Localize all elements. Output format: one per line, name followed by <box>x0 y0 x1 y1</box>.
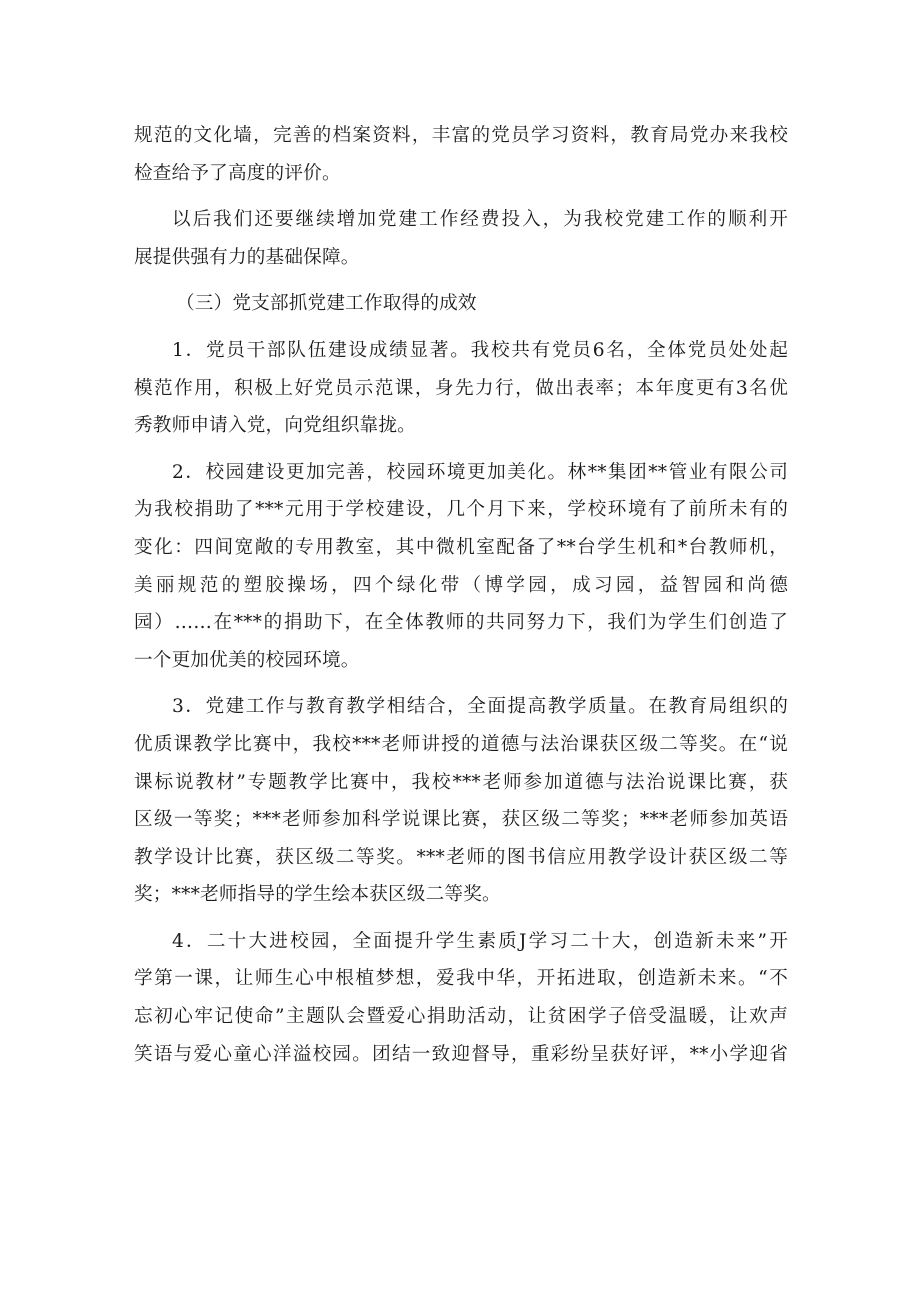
section-heading-text: （三）党支部抓党建工作取得的成效 <box>176 293 477 315</box>
paragraph-item-3 <box>134 688 788 914</box>
document-body <box>134 117 788 1073</box>
text-line: 一个更加优美的校园环境。 <box>134 649 360 671</box>
text-line: 笑语与爱心童心洋溢校园。团结一致迎督导，重彩纷呈获好评，**小学迎省 <box>134 1043 788 1065</box>
text-line: 展提供强有力的基础保障。 <box>134 246 360 268</box>
text-line: 以后我们还要继续增加党建工作经费投入，为我校党建工作的顺利开 <box>172 209 788 231</box>
text-line: 园）……在***的捐助下，在全体教师的共同努力下，我们为学生们创造了 <box>134 612 788 634</box>
paragraph-item-1 <box>134 332 788 445</box>
text-line: 奖；***老师指导的学生绘本获区级二等奖。 <box>134 884 501 906</box>
paragraph-funding <box>134 201 788 276</box>
text-line: 教学设计比赛，获区级二等奖。***老师的图书信应用教学设计获区级二等 <box>134 846 788 868</box>
text-line: 课标说教材”专题教学比赛中，我校***老师参加道德与法治说课比赛，获 <box>134 771 788 793</box>
text-line: 为我校捐助了***元用于学校建设，几个月下来，学校环境有了前所未有的 <box>134 499 788 521</box>
text-line: 忘初心牢记使命”主题队会暨爱心捐助活动，让贫困学子倍受温暖，让欢声 <box>134 1006 788 1028</box>
text-line: 4．二十大进校园，全面提升学生素质J学习二十大，创造新未来”开 <box>172 930 788 952</box>
text-line: 2．校园建设更加完善，校园环境更加美化。林**集团**管业有限公司 <box>172 461 788 483</box>
text-line: 1．党员干部队伍建设成绩显著。我校共有党员6名，全体党员处处起 <box>172 339 788 361</box>
text-line: 3．党建工作与教育教学相结合，全面提高教学质量。在教育局组织的 <box>172 696 788 718</box>
paragraph-continuation <box>134 117 788 192</box>
text-line: 秀教师申请入党，向党组织靠拢。 <box>134 415 416 437</box>
section-heading <box>134 285 788 323</box>
paragraph-item-4 <box>134 923 788 1073</box>
text-line: 检查给予了高度的评价。 <box>134 162 341 184</box>
text-line: 优质课教学比赛中，我校***老师讲授的道德与法治课获区级二等奖。在“说 <box>134 733 788 755</box>
text-line: 学第一课，让师生心中根植梦想，爱我中华，开拓进取，创造新未来。“不 <box>134 968 788 990</box>
text-line: 变化：四间宽敞的专用教室，其中微机室配备了**台学生机和*台教师机， <box>134 536 788 558</box>
text-line: 区级一等奖；***老师参加科学说课比赛，获区级二等奖；***老师参加英语 <box>134 809 788 831</box>
text-line: 模范作用，积极上好党员示范课，身先力行，做出表率；本年度更有3名优 <box>134 377 788 399</box>
paragraph-item-2 <box>134 454 788 680</box>
text-line: 规范的文化墙，完善的档案资料，丰富的党员学习资料，教育局党办来我校 <box>134 125 788 146</box>
text-line: 美丽规范的塑胶操场，四个绿化带（博学园，成习园，益智园和尚德 <box>134 574 788 596</box>
